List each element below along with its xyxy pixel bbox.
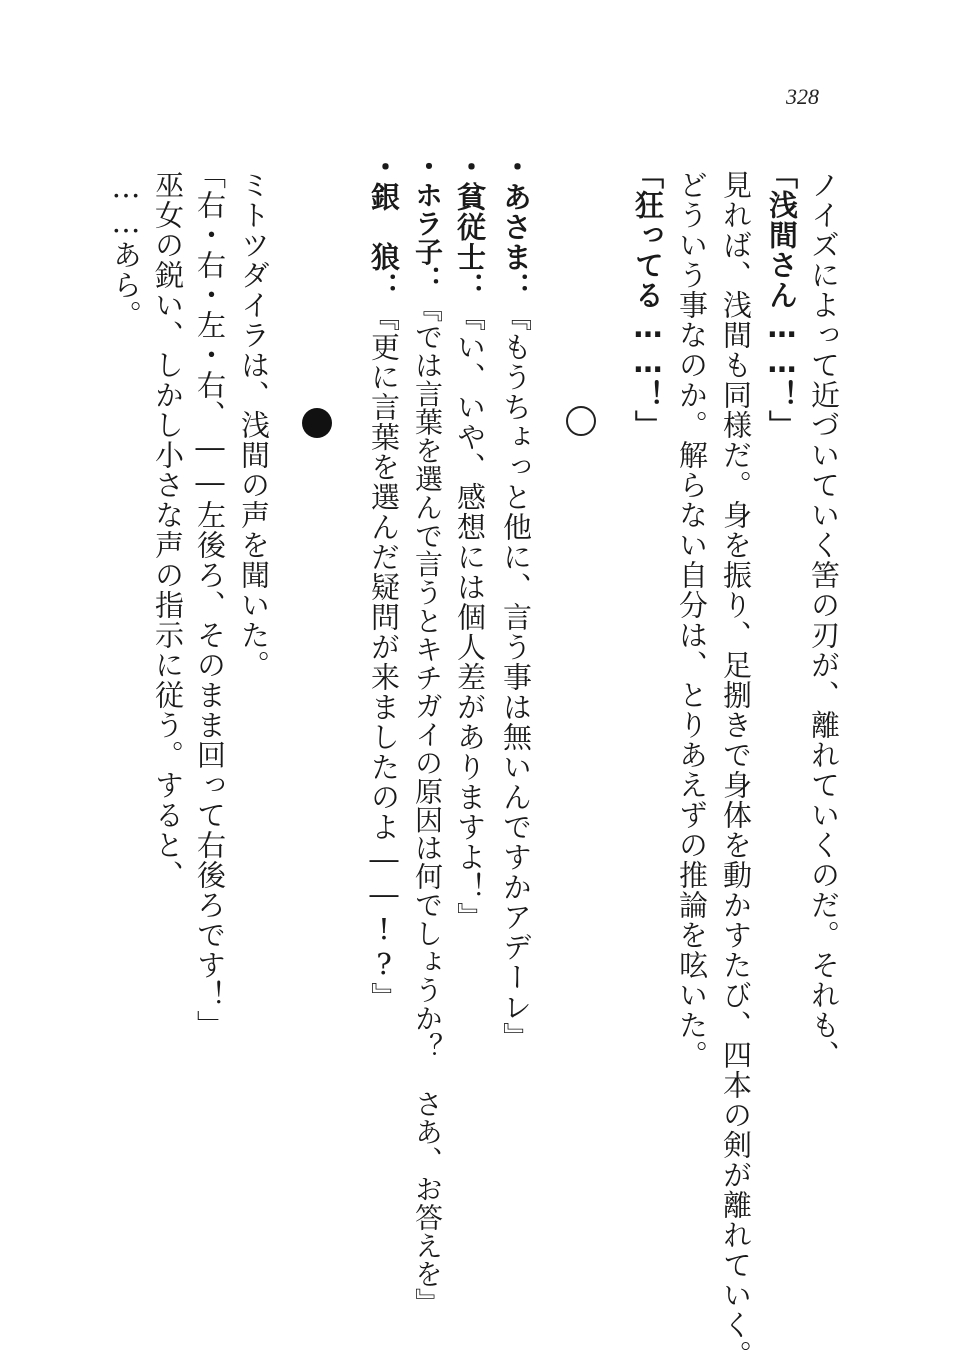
narrative-line-6: ミトツダイラは、浅間の声を聞いた。	[237, 170, 271, 680]
narrative-line-1: ノイズによって近づいていく筈の刃が、離れていくのだ。それも、	[807, 170, 841, 1070]
narrative-line-4: どういう事なのか。解らない自分は、とりあえずの推論を呟いた。	[675, 170, 709, 1070]
section-separator-open-circle	[566, 406, 596, 436]
chat-speaker-name: ・あさま：	[499, 152, 533, 302]
chat-message: 『い、いや、感想には個人差がありますよ！』	[453, 302, 487, 932]
chat-speaker-name: ・ホラ子：	[411, 152, 444, 294]
chat-message: 『では言葉を選んで言うとキチガイの原因は何でしょうか？ さあ、お答えを』	[411, 294, 444, 1317]
chat-message: 『更に言葉を選んだ疑問が来ましたのよ――!?』	[367, 302, 401, 1012]
narrative-line-2: 「浅間さん……！」	[765, 160, 799, 440]
section-separator-filled-circle	[302, 408, 332, 438]
narrative-line-7: 「右・右・左・右、――左後ろ、そのまま回って右後ろです！」	[193, 160, 227, 1040]
chat-speaker-name: ・貧従士：	[453, 152, 487, 302]
chat-line-2	[452, 152, 488, 932]
chat-speaker-name: ・銀 狼：	[367, 152, 401, 302]
chat-line-1	[498, 152, 534, 1052]
chat-line-3	[410, 152, 444, 1316]
narrative-line-8: 巫女の鋭い、しかし小さな声の指示に従う。すると、	[151, 170, 185, 890]
narrative-line-3: 見れば、浅間も同様だ。身を振り、足捌きで身体を動かすたび、四本の剣が離れていく。	[719, 170, 753, 1370]
chat-line-4	[366, 152, 402, 1012]
narrative-line-9: ……あら。	[109, 170, 143, 330]
page-number: 328	[786, 84, 819, 109]
narrative-line-5: 「狂ってる……！」	[631, 160, 665, 440]
chat-message: 『もうちょっと他に、言う事は無いんですかアデーレ』	[499, 302, 533, 1052]
